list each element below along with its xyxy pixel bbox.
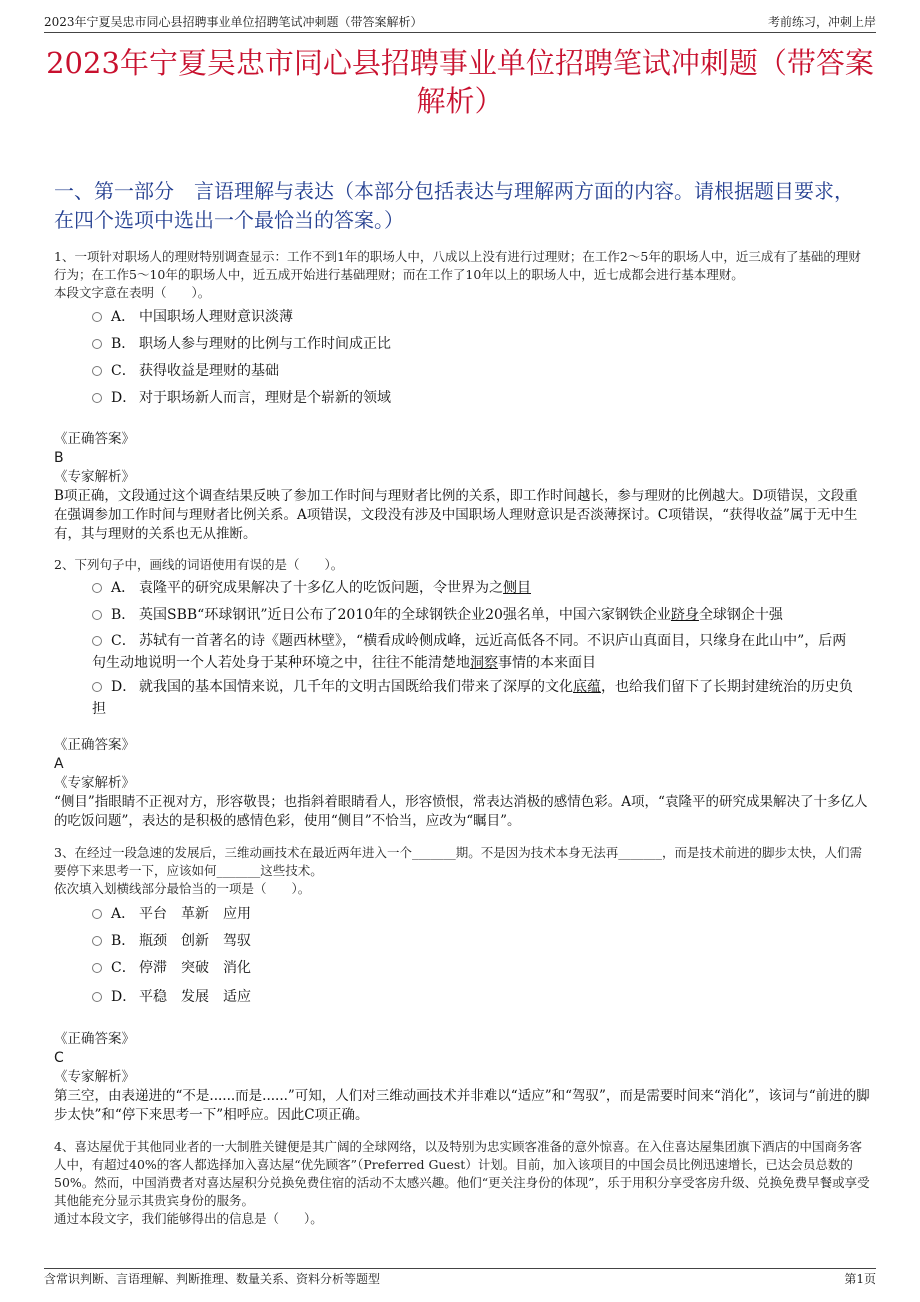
- page-header: [44, 12, 876, 33]
- analysis-heading: 《专家解析》: [54, 469, 135, 485]
- answer-value: A: [54, 756, 64, 772]
- question-2-option-a[interactable]: A． 袁隆平的研究成果解决了十多亿人的吃饭问题，令世界为之侧目: [92, 577, 860, 599]
- question-1-option-a[interactable]: A． 中国职场人理财意识淡薄: [92, 306, 860, 328]
- underlined-word: 跻身: [670, 607, 699, 623]
- radio-icon[interactable]: [92, 583, 102, 593]
- document-title: 2023年宁夏吴忠市同心县招聘事业单位招聘笔试冲刺题（带答案解析）: [46, 46, 874, 118]
- page-footer: [44, 1268, 876, 1289]
- question-3-option-a[interactable]: A． 平台 革新 应用: [92, 903, 860, 925]
- analysis-heading: 《专家解析》: [54, 775, 135, 791]
- radio-icon[interactable]: [92, 992, 102, 1002]
- question-3-option-d[interactable]: D． 平稳 发展 适应: [92, 986, 860, 1008]
- question-2-option-d[interactable]: D． 就我国的基本国情来说，几千年的文明古国既给我们带来了深厚的文化底蕴，也给我们留下了长期封建统治的历史负担: [92, 679, 853, 717]
- answer-value: C: [54, 1050, 64, 1066]
- question-2-text: 2、下列句子中，画线的词语使用有误的是（ ）。: [54, 557, 344, 572]
- section-heading: 一、第一部分 言语理解与表达（本部分包括表达与理解两方面的内容。请根据题目要求，在四个选项中选出一个最恰当的答案。）: [54, 179, 854, 232]
- radio-icon[interactable]: [92, 393, 102, 403]
- answer-heading: 《正确答案》: [54, 431, 135, 447]
- answer-value: B: [54, 450, 64, 466]
- question-1-option-b[interactable]: B． 职场人参与理财的比例与工作时间成正比: [92, 333, 860, 355]
- radio-icon[interactable]: [92, 963, 102, 973]
- question-1-answer-block: [54, 430, 870, 544]
- radio-icon[interactable]: [92, 366, 102, 376]
- question-1-stem: [54, 248, 870, 302]
- question-4-text: 4、喜达屋优于其他同业者的一大制胜关键便是其广阔的全球网络，以及特别为忠实顾客准备的意外惊喜。在入住喜达屋集团旗下酒店的中国商务客人中，有超过40%的客人都选择加入喜达屋“优先顾客”（Preferred Guest）计划。目前，加入该项目的中国会员比例迅速增长，已达会员总数的50%。然而，中国消费者对喜达屋积分兑换免费住宿的活动不太感兴趣。他们“更关注身份的体现”，乐于用积分享受客房升级、兑换免费早餐或享受其他能充分显示其贵宾身份的服务。: [54, 1139, 870, 1208]
- analysis-text: B项正确，文段通过这个调查结果反映了参加工作时间与理财者比例的关系，即工作时间越长，参与理财的比例越大。D项错误，文段重在强调参加工作时间与理财者比例关系。A项错误，文段没有涉及中国职场人理财意识是否淡薄探讨。C项错误，“获得收益”属于无中生有，其与理财的关系也无从推断。: [54, 488, 858, 542]
- question-4-ask: 通过本段文字，我们能够得出的信息是（ ）。: [54, 1211, 323, 1226]
- radio-icon[interactable]: [92, 610, 102, 620]
- radio-icon[interactable]: [92, 909, 102, 919]
- question-3-option-b[interactable]: B． 瓶颈 创新 驾驭: [92, 930, 860, 952]
- footer-description: 含常识判断、言语理解、判断推理、数量关系、资料分析等题型: [44, 1272, 381, 1286]
- radio-icon[interactable]: [92, 936, 102, 946]
- question-4-stem: [54, 1138, 870, 1228]
- question-2-answer-block: [54, 736, 870, 831]
- question-1-ask: 本段文字意在表明（ ）。: [54, 285, 211, 300]
- analysis-text: “侧目”指眼睛不正视对方，形容敬畏；也指斜着眼睛看人，形容愤恨，常表达消极的感情色彩。A项，“袁隆平的研究成果解决了十多亿人的吃饭问题”，表达的是积极的感情色彩，使用“侧目”不恰当，应改为“瞩目”。: [54, 794, 868, 829]
- underlined-word: 侧目: [503, 580, 531, 596]
- answer-heading: 《正确答案》: [54, 737, 135, 753]
- radio-icon[interactable]: [92, 682, 102, 692]
- question-1-option-d[interactable]: D． 对于职场新人而言，理财是个崭新的领域: [92, 387, 860, 409]
- question-1-text: 1、一项针对职场人的理财特别调查显示：工作不到1年的职场人中，八成以上没有进行过理财；在工作2～5年的职场人中，近三成有了基础的理财行为；在工作5～10年的职场人中，近五成开始进行基础理财；而在工作了10年以上的职场人中，近七成都会进行基本理财。: [54, 249, 861, 282]
- question-3-option-c[interactable]: C． 停滞 突破 消化: [92, 957, 860, 979]
- question-2-option-b[interactable]: B． 英国SBB“环球钢讯”近日公布了2010年的全球钢铁企业20强名单，中国六家钢铁企业跻身全球钢企十强: [92, 604, 860, 626]
- underlined-word: 洞察: [470, 655, 498, 671]
- question-3-text: 3、在经过一段急速的发展后，三维动画技术在最近两年进入一个_______期。不是因为技术本身无法再_______，而是技术前进的脚步太快，人们需要停下来思考一下，应该如何_______这些技术。: [54, 845, 862, 878]
- question-3-stem: [54, 844, 870, 898]
- header-slogan: 考前练习，冲刺上岸: [767, 15, 876, 29]
- question-1-option-c[interactable]: C． 获得收益是理财的基础: [92, 360, 860, 382]
- page-number: 第1页: [844, 1272, 876, 1286]
- header-doc-title: 2023年宁夏吴忠市同心县招聘事业单位招聘笔试冲刺题（带答案解析）: [44, 15, 423, 29]
- radio-icon[interactable]: [92, 339, 102, 349]
- analysis-heading: 《专家解析》: [54, 1069, 135, 1085]
- question-3-ask: 依次填入划横线部分最恰当的一项是（ ）。: [54, 881, 311, 896]
- underlined-word: 底蕴: [573, 679, 601, 695]
- radio-icon[interactable]: [92, 636, 102, 646]
- analysis-text: 第三空，由表递进的“不是......而是......”可知，人们对三维动画技术并非难以“适应”和“驾驭”，而是需要时间来“消化”，该词与“前进的脚步太快”和“停下来思考一下”相呼应。因此C项正确。: [54, 1088, 870, 1123]
- answer-heading: 《正确答案》: [54, 1031, 135, 1047]
- question-2-option-c[interactable]: C． 苏轼有一首著名的诗《题西林壁》，“横看成岭侧成峰，远近高低各不同。不识庐山真面目，只缘身在此山中”，后两句生动地说明一个人若处身于某种环境之中，往往不能清楚地洞察事情的本来面目: [92, 633, 847, 671]
- question-3-answer-block: [54, 1030, 870, 1125]
- radio-icon[interactable]: [92, 312, 102, 322]
